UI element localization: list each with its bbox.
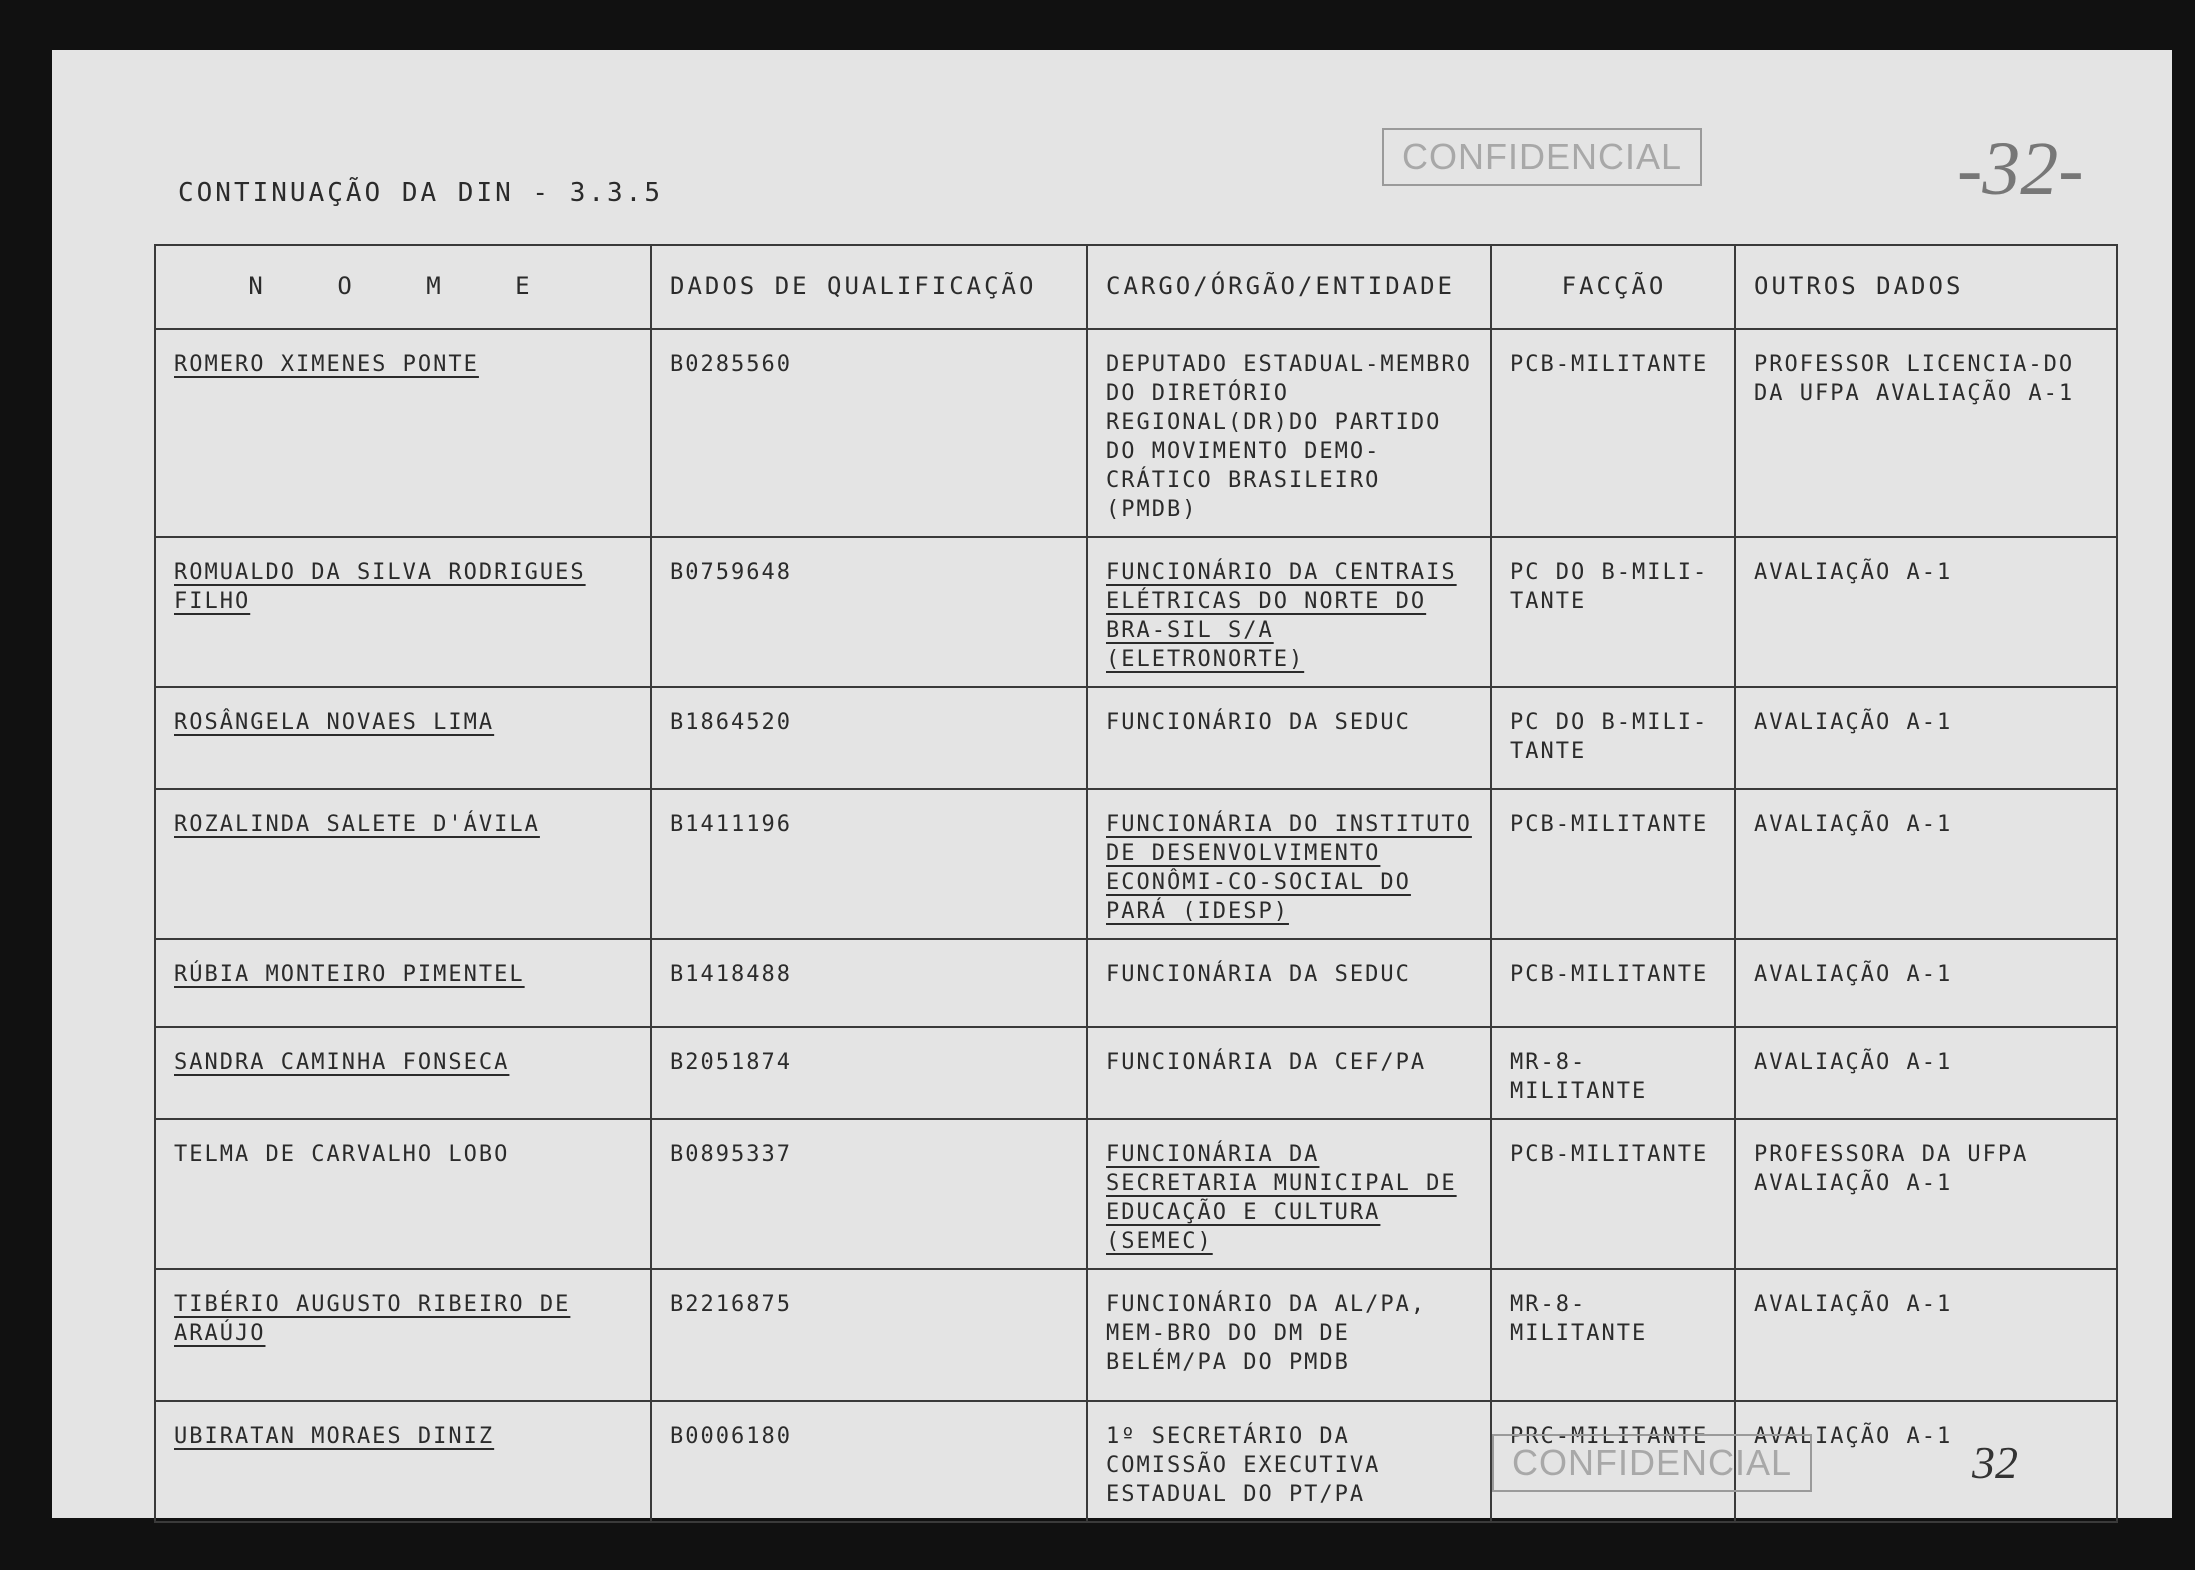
cell-faccao: PRC-MILITANTE [1491,1401,1735,1522]
cell-faccao: PC DO B-MILI-TANTE [1491,537,1735,687]
table-header-row [155,245,2117,329]
column-header-nome: N O M E [155,245,651,329]
column-header-faccao: FACÇÃO [1491,245,1735,329]
confidential-stamp-bottom: CONFIDENCIAL [1492,1434,1812,1492]
column-header-outros: OUTROS DADOS [1735,245,2117,329]
cell-nome [155,789,651,939]
column-header-dados: DADOS DE QUALIFICAÇÃO [651,245,1087,329]
cell-outros: AVALIAÇÃO A-1 [1735,1027,2117,1119]
table-row [155,329,2117,537]
cell-cargo [1087,1119,1491,1269]
cell-nome [155,329,651,537]
cell-nome [155,1269,651,1401]
cell-dados: B0759648 [651,537,1087,687]
table-row [155,789,2117,939]
cell-outros: AVALIAÇÃO A-1 [1735,1269,2117,1401]
cell-cargo: FUNCIONÁRIO DA SEDUC [1087,687,1491,789]
cell-dados: B1411196 [651,789,1087,939]
table-row [155,1027,2117,1119]
table-row [155,1269,2117,1401]
cell-outros: AVALIAÇÃO A-1 [1735,537,2117,687]
cell-faccao: MR-8-MILITANTE [1491,1269,1735,1401]
cell-cargo [1087,537,1491,687]
table-row [155,687,2117,789]
cell-outros: PROFESSORA DA UFPA AVALIAÇÃO A-1 [1735,1119,2117,1269]
confidential-stamp-top: CONFIDENCIAL [1382,128,1702,186]
cell-dados: B0006180 [651,1401,1087,1522]
person-name: TIBÉRIO AUGUSTO RIBEIRO DE ARAÚJO [174,1292,571,1346]
document-page [52,50,2172,1518]
cell-faccao: PCB-MILITANTE [1491,1119,1735,1269]
table-row [155,939,2117,1027]
cell-nome: TELMA DE CARVALHO LOBO [155,1119,651,1269]
cell-nome [155,939,651,1027]
cell-outros: PROFESSOR LICENCIA-DO DA UFPA AVALIAÇÃO A-1 [1735,329,2117,537]
cell-outros: AVALIAÇÃO A-1 [1735,939,2117,1027]
cell-outros: AVALIAÇÃO A-1 [1735,687,2117,789]
records-table [154,244,2118,1523]
cell-dados: B2216875 [651,1269,1087,1401]
cell-nome [155,687,651,789]
table-row [155,1401,2117,1522]
cell-cargo: 1º SECRETÁRIO DA COMISSÃO EXECUTIVA ESTADUAL DO PT/PA [1087,1401,1491,1522]
cell-faccao: PCB-MILITANTE [1491,789,1735,939]
cell-dados: B0285560 [651,329,1087,537]
cell-faccao: MR-8-MILITANTE [1491,1027,1735,1119]
document-header: CONTINUAÇÃO DA DIN - 3.3.5 [178,178,663,208]
person-name: ROMUALDO DA SILVA RODRIGUES FILHO [174,560,586,614]
handwritten-page-number-bottom: 32 [1972,1437,2018,1488]
person-name: SANDRA CAMINHA FONSECA [174,1050,510,1075]
cargo-text: FUNCIONÁRIO DA CENTRAIS ELÉTRICAS DO NORTE DO BRA-SIL S/A (ELETRONORTE) [1106,560,1457,672]
person-name: UBIRATAN MORAES DINIZ [174,1424,495,1449]
table-row [155,1119,2117,1269]
cell-nome [155,1401,651,1522]
cell-outros: AVALIAÇÃO A-1 [1735,789,2117,939]
cargo-text: FUNCIONÁRIA DO INSTITUTO DE DESENVOLVIMENTO ECONÔMI-CO-SOCIAL DO PARÁ (IDESP) [1106,812,1472,924]
cell-dados: B2051874 [651,1027,1087,1119]
cell-cargo: FUNCIONÁRIA DA SEDUC [1087,939,1491,1027]
cell-nome [155,1027,651,1119]
person-name: ROSÂNGELA NOVAES LIMA [174,710,495,735]
cell-faccao: PC DO B-MILI-TANTE [1491,687,1735,789]
cell-cargo: FUNCIONÁRIO DA AL/PA, MEM-BRO DO DM DE BELÉM/PA DO PMDB [1087,1269,1491,1401]
table-row [155,537,2117,687]
column-header-cargo: CARGO/ÓRGÃO/ENTIDADE [1087,245,1491,329]
person-name: ROMERO XIMENES PONTE [174,352,479,377]
cell-dados: B1418488 [651,939,1087,1027]
cell-dados: B0895337 [651,1119,1087,1269]
person-name: ROZALINDA SALETE D'ÁVILA [174,812,540,837]
cell-cargo: FUNCIONÁRIA DA CEF/PA [1087,1027,1491,1119]
cargo-text: FUNCIONÁRIA DA SECRETARIA MUNICIPAL DE EDUCAÇÃO E CULTURA (SEMEC) [1106,1142,1457,1254]
cell-nome [155,537,651,687]
cell-faccao: PCB-MILITANTE [1491,329,1735,537]
cell-outros: AVALIAÇÃO A-1 [1735,1401,2117,1522]
person-name: RÚBIA MONTEIRO PIMENTEL [174,962,525,987]
cell-faccao: PCB-MILITANTE [1491,939,1735,1027]
cell-cargo [1087,789,1491,939]
cell-cargo: DEPUTADO ESTADUAL-MEMBRO DO DIRETÓRIO REGIONAL(DR)DO PARTIDO DO MOVIMENTO DEMO-CRÁTICO BRASILEIRO (PMDB) [1087,329,1491,537]
cell-dados: B1864520 [651,687,1087,789]
handwritten-page-number-top: -32- [1957,127,2084,211]
